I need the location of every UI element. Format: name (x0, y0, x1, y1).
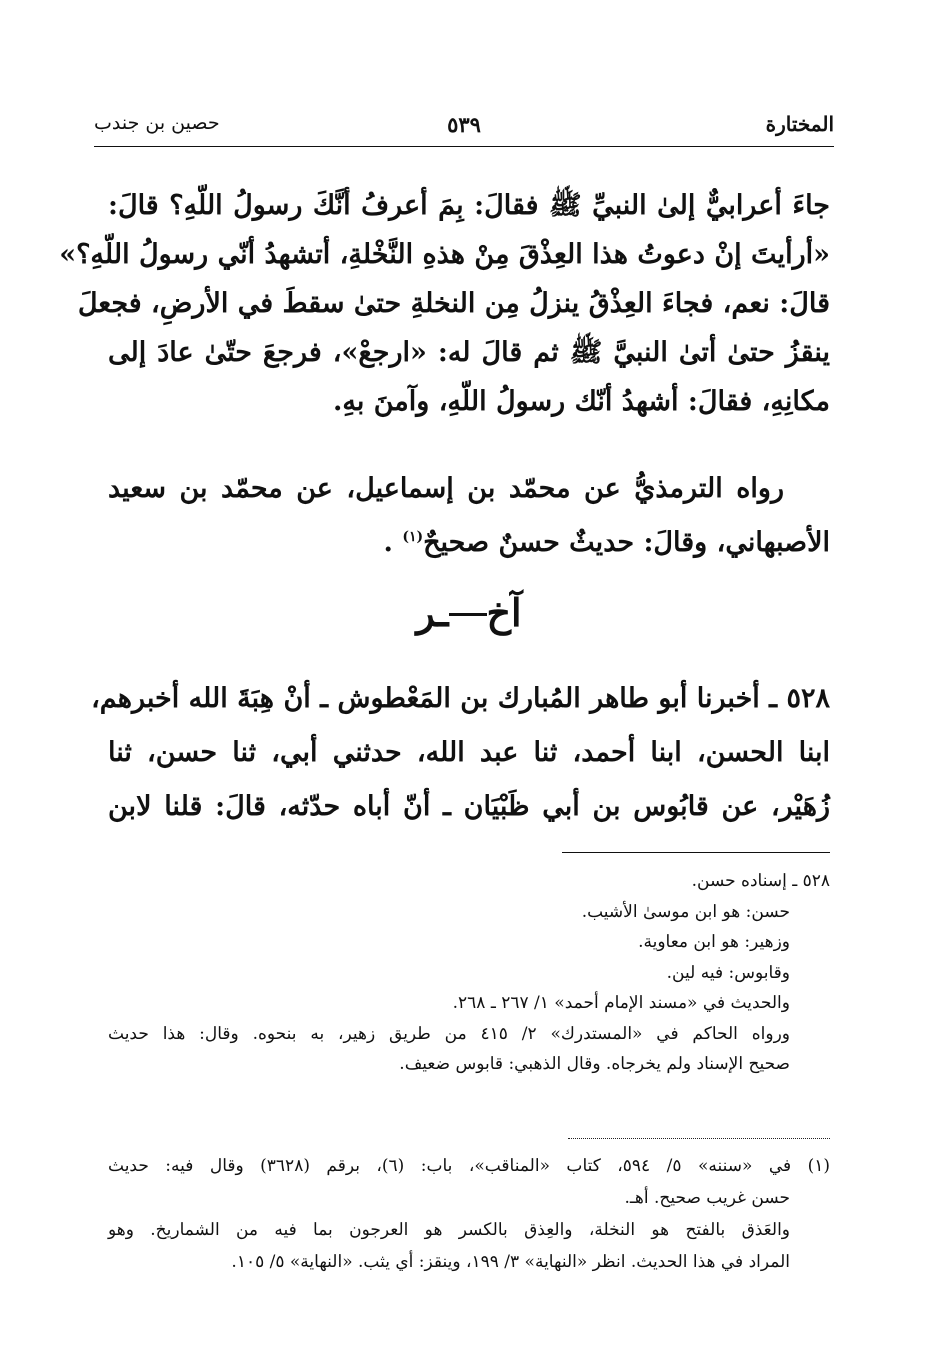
footnote-line: المراد في هذا الحديث. انظر «النهاية» ٣/ ١٩٩، وينقز: أي يثب. «النهاية» ٥/ ١٠٥. (231, 1252, 790, 1272)
footnote-line: والعَذق بالفتح هو النخلة، والعِذق بالكسر هو العرجون بما فيه من الشماريخ. وهو (108, 1220, 790, 1240)
note-line: وقابوس: فيه لين. (666, 962, 790, 983)
hadith-text (59, 181, 830, 426)
note-line: وزهير: هو ابن معاوية. (638, 932, 790, 952)
text-line: ينقزُ حتىٰ أتىٰ النبيَّ ﷺ ثم قالَ له: «ارجعْ»، فرجعَ حتّىٰ عادَ إلى (108, 337, 830, 368)
note-line: حسن: هو ابن موسىٰ الأشيب. (581, 901, 790, 922)
hadith-528 (91, 672, 830, 834)
narration-end: . (383, 527, 393, 558)
takhrij-rule (562, 852, 830, 853)
note-line: والحديث في «مسند الإمام أحمد» ١/ ٢٦٧ ـ ٢٦٨. (452, 993, 790, 1013)
text-line: زُهَيْر، عن قابُوس بن أبي ظَبْيَان ـ أنّ أباه حدّثه، قالَ: قلنا لابن (108, 791, 830, 822)
text-line (108, 513, 830, 567)
section-title (108, 590, 830, 635)
footnotes (108, 1150, 830, 1278)
running-header (94, 112, 834, 146)
footnote-line: حسن غريب صحيح. أهـ. (624, 1188, 790, 1208)
text-line: جاءَ أعرابيٌّ إلىٰ النبيِّ ﷺ فقالَ: بِمَ أعرفُ أنَّكَ رسولُ اللّهِ؟ قالَ: (108, 190, 830, 221)
text-line: رواه الترمذيُّ عن محمّد بن إسماعيل، عن محمّد بن سعيد (108, 473, 784, 504)
text-line: مكانِهِ، فقالَ: أشهدُ أنّك رسولُ اللّهِ، وآمنَ بهِ. (332, 386, 830, 417)
text-line: ابنا الحسن، ابنا أحمد، ثنا عبد الله، حدثني أبي، ثنا حسن، ثنا (108, 737, 830, 768)
header-rule (94, 146, 834, 147)
note-line: صحيح الإسناد ولم يخرجاه. وقال الذهبي: قابوس ضعيف. (399, 1054, 790, 1074)
footnote-marker: (١) (402, 529, 424, 545)
text-line: قالَ: نعم، فجاءَ العِذْقُ ينزلُ مِن النخلةِ حتىٰ سقطَ في الأرضِ، فجعلَ (77, 288, 830, 319)
kashida-stroke (449, 613, 487, 616)
text-line: «أرأيتَ إنْ دعوتُ هذا العِذْقَ مِنْ هذهِ النَّخْلةِ، أتشهدُ أنّي رسولُ اللّهِ؟» (59, 239, 830, 270)
narration-paragraph (108, 464, 830, 567)
note-line: ورواه الحاكم في «المستدرك» ٢/ ٤١٥ من طريق زهير، به بنحوه. وقال: هذا حديث (108, 1023, 790, 1044)
footnote-line: (١) في «سننه» ٥/ ٥٩٤، كتاب «المناقب»، باب: (٦)، برقم (٣٦٢٨) وقال فيه: حديث (108, 1156, 830, 1176)
section-title-part2: ـر (416, 590, 449, 635)
narration-text: الأصبهاني، وقالَ: حديثٌ حسنٌ صحيحٌ (423, 527, 830, 558)
text-line: ٥٢٨ ـ أخبرنا أبو طاهر المُبارك بن المَعْطوش ـ أنْ هِبَةَ الله أخبرهم، (91, 683, 830, 714)
footnote-separator (568, 1138, 830, 1139)
section-title-part1: آخ (486, 590, 522, 635)
note-line: ٥٢٨ ـ إسناده حسن. (691, 871, 830, 891)
page-number: ٥٣٩ (447, 112, 481, 137)
section-name: حصين بن جندب (94, 112, 220, 134)
takhrij-notes (108, 866, 830, 1080)
book-title: المختارة (765, 112, 834, 136)
